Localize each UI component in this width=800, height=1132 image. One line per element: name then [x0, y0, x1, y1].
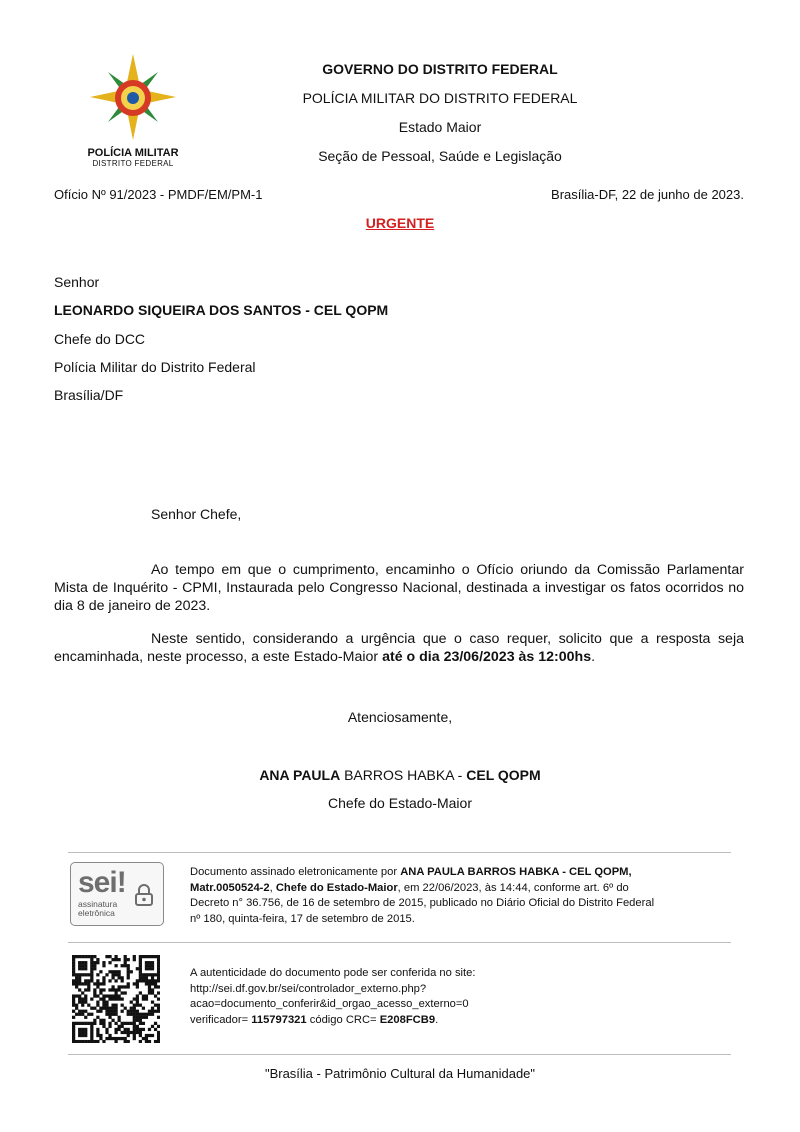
- addressee-name: LEONARDO SIQUEIRA DOS SANTOS - CEL QOPM: [54, 302, 389, 318]
- urgent-label: [0, 215, 800, 231]
- divider-middle: [68, 942, 731, 943]
- addressee-role: Chefe do DCC: [54, 331, 146, 347]
- lock-icon: [134, 884, 154, 906]
- sei-l1-b: ANA PAULA BARROS HABKA - CEL QOPM,: [400, 866, 632, 878]
- header-estado-maior: Estado Maior: [398, 119, 482, 135]
- sei-v1: A autenticidade do documento pode ser conferida no site:: [190, 967, 476, 979]
- sei-l2-c: Chefe do Estado-Maior: [275, 881, 398, 894]
- sei-crc-code: E208FCB9: [379, 1013, 436, 1026]
- sei-v4-a: verificador=: [190, 1013, 252, 1026]
- sei-seal: [70, 862, 166, 928]
- urgent-text: URGENTE: [365, 215, 435, 231]
- sei-v4-e: .: [435, 1013, 439, 1026]
- header-government: GOVERNO DO DISTRITO FEDERAL: [322, 61, 558, 77]
- sei-l4: nº 180, quinta-feira, 17 de setembro de 2015.: [190, 912, 415, 925]
- body-paragraph-1: Ao tempo em que o cumprimento, encaminho o Ofício oriundo da Comissão Parlamentar Mista de Inquérito - CPMI, Instaurada pelo Congresso Nacional, destinada a investigar os fatos ocorridos no dia 8 de janeiro de 2023.: [54, 562, 744, 614]
- sei-v2[interactable]: http://sei.df.gov.br/sei/controlador_externo.php?: [190, 982, 427, 995]
- divider-top: [68, 852, 731, 853]
- sei-v3[interactable]: acao=documento_conferir&id_orgao_acesso_externo=0: [190, 998, 469, 1010]
- p2-deadline: até o dia 23/06/2023 às 12:00hs: [382, 649, 592, 665]
- sei-l2-d: , em 22/06/2023, às 14:44, conforme art. 6º do: [397, 881, 629, 894]
- body-greeting: Senhor Chefe,: [151, 506, 242, 522]
- footer-motto: "Brasília - Patrimônio Cultural da Humanidade": [264, 1066, 536, 1081]
- qr-code-icon: [72, 955, 160, 1043]
- signer-title: Chefe do Estado-Maior: [328, 795, 472, 811]
- addressee-org: Polícia Militar do Distrito Federal: [54, 359, 256, 375]
- body-paragraph-2: [54, 630, 744, 666]
- closing: Atenciosamente,: [347, 709, 453, 725]
- sei-v4-c: código CRC=: [306, 1013, 380, 1026]
- header-section: Seção de Pessoal, Saúde e Legislação: [318, 148, 562, 164]
- divider-bottom: [68, 1054, 731, 1055]
- pmdf-logo: [78, 52, 188, 172]
- logo-text-main: POLÍCIA MILITAR: [87, 147, 179, 159]
- sei-l2-a: Matr.0050524-2: [190, 881, 270, 894]
- header-police: POLÍCIA MILITAR DO DISTRITO FEDERAL: [302, 90, 578, 106]
- p2-start: Neste sentido, considerando a urgência que o caso requer, solicito que a resposta seja encaminhada, neste processo, a este Estado-Maior: [54, 631, 744, 665]
- sei-logo-sub2: eletrônica: [78, 908, 115, 918]
- addressee-city: Brasília/DF: [54, 387, 124, 403]
- sei-verifier-code: 115797321: [251, 1013, 307, 1026]
- sei-l2-b: ,: [269, 881, 276, 894]
- sei-l3: Decreto n° 36.756, de 16 de setembro de 2015, publicado no Diário Oficial do Distrito Federal: [190, 897, 655, 909]
- office-number: Ofício Nº 91/2023 - PMDF/EM/PM-1: [54, 187, 263, 202]
- addressee-salutation: Senhor: [54, 274, 100, 290]
- pmdf-emblem-icon: [78, 52, 188, 142]
- sei-logo-sub1: assinatura: [78, 899, 118, 909]
- sei-logo-text: sei!: [78, 866, 126, 899]
- signer-rank: CEL QOPM: [466, 767, 541, 783]
- sei-signature-text: [190, 865, 730, 927]
- logo-text-sub: DISTRITO FEDERAL: [92, 159, 174, 168]
- sei-l1-a: Documento assinado eletronicamente por: [190, 866, 401, 878]
- signer-name-bold: ANA PAULA: [259, 767, 341, 783]
- sei-verification-text: [190, 966, 730, 1028]
- office-date: Brasília-DF, 22 de junho de 2023.: [551, 187, 744, 202]
- signer-name-regular: BARROS HABKA -: [340, 767, 467, 783]
- signer-name: [0, 767, 800, 783]
- p2-end: .: [591, 649, 596, 665]
